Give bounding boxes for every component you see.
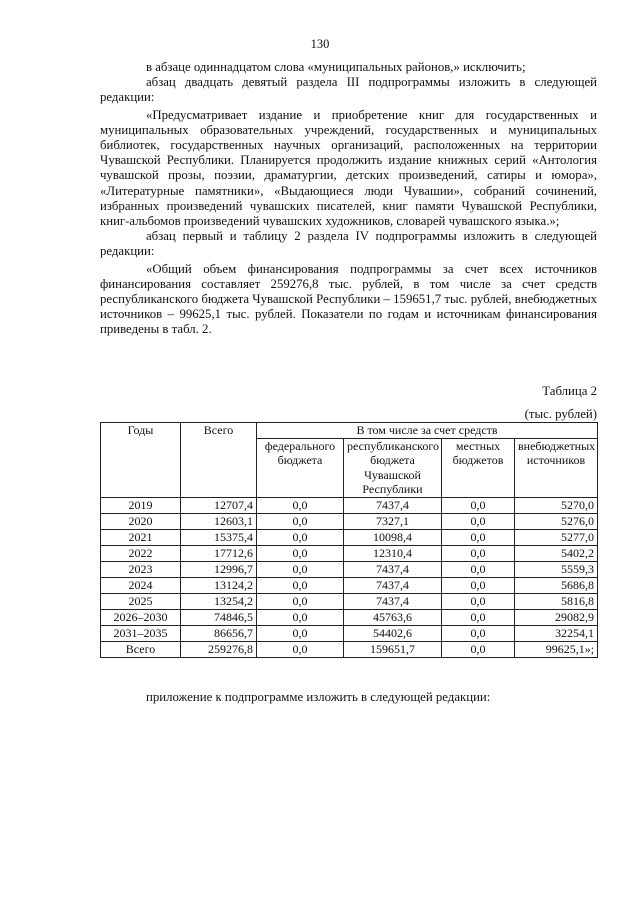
table-caption: Таблица 2 [542,384,597,398]
cell-total: 12996,7 [181,561,257,577]
paragraph: абзац первый и таблицу 2 раздела IV подпрограммы изложить в следующей редакции: [100,229,597,259]
table-row [101,577,598,593]
cell-federal: 0,0 [257,497,344,513]
cell-year: 2024 [101,577,181,593]
cell-total: 12707,4 [181,497,257,513]
cell-federal: 0,0 [257,513,344,529]
cell-republic: 159651,7 [344,641,442,657]
cell-republic: 54402,6 [344,625,442,641]
cell-year: 2025 [101,593,181,609]
cell-year: 2026–2030 [101,609,181,625]
table-row [101,529,598,545]
table-body [101,497,598,657]
cell-year: 2031–2035 [101,625,181,641]
cell-federal: 0,0 [257,529,344,545]
cell-year: 2019 [101,497,181,513]
cell-republic: 7437,4 [344,561,442,577]
cell-federal: 0,0 [257,609,344,625]
cell-extra: 29082,9 [515,609,598,625]
cell-local: 0,0 [442,545,515,561]
header-republic: республиканского бюджета Чувашской Республики [344,438,442,497]
table-row [101,545,598,561]
cell-year: 2020 [101,513,181,529]
cell-total: 13124,2 [181,577,257,593]
header-federal: федерального бюджета [257,438,344,497]
cell-total: 17712,6 [181,545,257,561]
table-row [101,609,598,625]
table-row [101,593,598,609]
cell-local: 0,0 [442,625,515,641]
paragraph: в абзаце одиннадцатом слова «муниципальных районов,» исключить; [146,60,526,74]
cell-total: 15375,4 [181,529,257,545]
cell-extra: 99625,1»; [515,641,598,657]
cell-local: 0,0 [442,577,515,593]
paragraph: «Общий объем финансирования подпрограммы за счет всех источников финансирования составляет 259276,8 тыс. рублей, в том числе за счет средств республиканского бюджета Чувашской Республики – 159651,7 тыс. рублей, внебюджетных источников – 99625,1 тыс. рублей. Показатели по годам и источникам финансирования приведены в табл. 2. [100,261,597,337]
cell-federal: 0,0 [257,593,344,609]
header-total: Всего [181,423,257,498]
cell-local: 0,0 [442,593,515,609]
cell-local: 0,0 [442,497,515,513]
cell-extra: 5686,8 [515,577,598,593]
cell-extra: 5276,0 [515,513,598,529]
table-row [101,497,598,513]
table-units: (тыс. рублей) [524,407,597,421]
cell-federal: 0,0 [257,577,344,593]
table-row [101,625,598,641]
cell-republic: 45763,6 [344,609,442,625]
cell-republic: 12310,4 [344,545,442,561]
cell-extra: 5277,0 [515,529,598,545]
header-years: Годы [101,423,181,498]
cell-total: 86656,7 [181,625,257,641]
closing-text: приложение к подпрограмме изложить в следующей редакции: [146,690,491,704]
cell-total: 74846,5 [181,609,257,625]
cell-federal: 0,0 [257,641,344,657]
header-group: В том числе за счет средств [257,423,598,439]
header-extra: внебюджетных источников [515,438,598,497]
cell-year: Всего [101,641,181,657]
table-row [101,513,598,529]
cell-republic: 10098,4 [344,529,442,545]
table-row [101,641,598,657]
body-text [100,60,597,338]
cell-extra: 5816,8 [515,593,598,609]
table-row [101,561,598,577]
cell-extra: 5402,2 [515,545,598,561]
cell-total: 12603,1 [181,513,257,529]
cell-year: 2023 [101,561,181,577]
cell-local: 0,0 [442,529,515,545]
cell-extra: 5270,0 [515,497,598,513]
header-local: местных бюджетов [442,438,515,497]
cell-federal: 0,0 [257,625,344,641]
table-header-row [101,423,598,439]
cell-extra: 32254,1 [515,625,598,641]
cell-republic: 7437,4 [344,593,442,609]
cell-federal: 0,0 [257,545,344,561]
cell-republic: 7437,4 [344,577,442,593]
cell-total: 259276,8 [181,641,257,657]
cell-republic: 7437,4 [344,497,442,513]
cell-year: 2022 [101,545,181,561]
cell-local: 0,0 [442,513,515,529]
paragraph: «Предусматривает издание и приобретение книг для государственных и муниципальных образовательных учреждений, государственных и муниципальных библиотек, государственных научных организаций, расположенных на территории Чувашской Республики. Планируется продолжить издание книжных серий «Антология чувашской прозы, поэзии, драматургии, детских произведений, сатиры и юмора», «Литературные памятники», «Выдающиеся люди Чувашии», собраний сочинений, избранных произведений чувашских писателей, книг памяти Чувашской Республики, книг-альбомов произведений чувашских художников, словарей чувашского языка.»; [100,107,597,229]
cell-extra: 5559,3 [515,561,598,577]
financing-table [100,422,598,658]
cell-year: 2021 [101,529,181,545]
cell-total: 13254,2 [181,593,257,609]
cell-local: 0,0 [442,609,515,625]
paragraph: абзац двадцать девятый раздела III подпрограммы изложить в следующей редакции: [100,75,597,105]
cell-local: 0,0 [442,561,515,577]
cell-local: 0,0 [442,641,515,657]
page-number: 130 [310,37,330,51]
cell-federal: 0,0 [257,561,344,577]
cell-republic: 7327,1 [344,513,442,529]
